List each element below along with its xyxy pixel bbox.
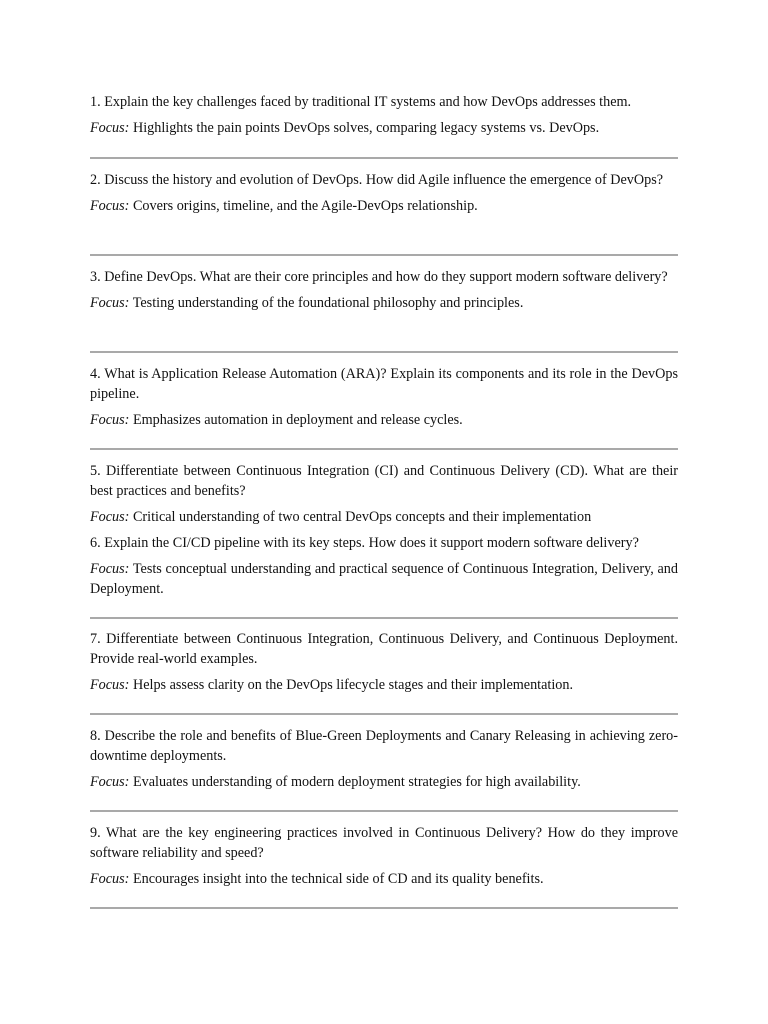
divider	[90, 448, 678, 450]
focus-label: Focus:	[90, 412, 130, 428]
question-text: 3. Define DevOps. What are their core principles and how do they support modern software delivery?	[90, 269, 668, 285]
focus-text: Helps assess clarity on the DevOps lifecycle stages and their implementation.	[129, 677, 574, 693]
focus-note	[90, 410, 678, 430]
question-text: 1. Explain the key challenges faced by traditional IT systems and how DevOps addresses them.	[90, 94, 632, 110]
focus-note	[90, 559, 678, 599]
question-item	[90, 461, 678, 599]
focus-note	[90, 675, 678, 695]
question-item	[90, 92, 678, 138]
focus-text: Emphasizes automation in deployment and release cycles.	[129, 412, 463, 428]
question-text: 4. What is Application Release Automation (ARA)? Explain its components and its role in the DevOps pipeline.	[90, 366, 678, 402]
divider	[90, 254, 678, 256]
focus-note	[90, 507, 678, 527]
focus-text: Tests conceptual understanding and practical sequence of Continuous Integration, Delivery, and Deployment.	[90, 561, 678, 597]
divider	[90, 351, 678, 353]
question-text: 5. Differentiate between Continuous Integration (CI) and Continuous Delivery (CD). What are their best practices and benefits?	[90, 463, 678, 499]
divider	[90, 713, 678, 715]
divider	[90, 907, 678, 909]
focus-text: Testing understanding of the foundational philosophy and principles.	[129, 295, 524, 311]
question-item	[90, 170, 678, 216]
focus-note	[90, 293, 678, 313]
divider	[90, 157, 678, 159]
question-item	[90, 629, 678, 695]
focus-text: Critical understanding of two central DevOps concepts and their implementation	[129, 509, 592, 525]
focus-label: Focus:	[90, 198, 130, 214]
question-text: 6. Explain the CI/CD pipeline with its key steps. How does it support modern software delivery?	[90, 535, 639, 551]
question-text: 7. Differentiate between Continuous Integration, Continuous Delivery, and Continuous Deployment. Provide real-world examples.	[90, 631, 678, 667]
focus-text: Covers origins, timeline, and the Agile-DevOps relationship.	[129, 198, 478, 214]
focus-note	[90, 196, 678, 216]
focus-label: Focus:	[90, 774, 130, 790]
focus-label: Focus:	[90, 295, 130, 311]
question-item	[90, 364, 678, 430]
divider	[90, 617, 678, 619]
focus-label: Focus:	[90, 509, 130, 525]
focus-label: Focus:	[90, 120, 130, 136]
focus-note	[90, 772, 678, 792]
focus-text: Highlights the pain points DevOps solves, comparing legacy systems vs. DevOps.	[129, 120, 600, 136]
focus-note	[90, 118, 678, 138]
focus-text: Evaluates understanding of modern deployment strategies for high availability.	[129, 774, 581, 790]
question-item	[90, 823, 678, 889]
focus-label: Focus:	[90, 871, 130, 887]
focus-label: Focus:	[90, 677, 130, 693]
divider	[90, 810, 678, 812]
focus-label: Focus:	[90, 561, 130, 577]
question-text: 9. What are the key engineering practices involved in Continuous Delivery? How do they improve software reliability and speed?	[90, 825, 678, 861]
question-text: 8. Describe the role and benefits of Blue-Green Deployments and Canary Releasing in achieving zero-downtime deployments.	[90, 728, 678, 764]
question-item	[90, 267, 678, 313]
question-text: 2. Discuss the history and evolution of DevOps. How did Agile influence the emergence of DevOps?	[90, 172, 664, 188]
focus-text: Encourages insight into the technical side of CD and its quality benefits.	[129, 871, 544, 887]
question-item	[90, 726, 678, 792]
focus-note	[90, 869, 678, 889]
